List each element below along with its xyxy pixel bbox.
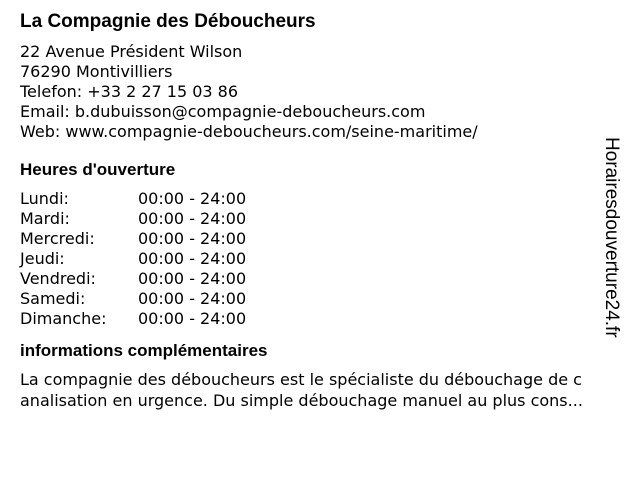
phone-number: Telefon: +33 2 27 15 03 86 (20, 82, 239, 101)
hours-row (20, 249, 246, 269)
time-range: 00:00 - 24:00 (138, 269, 247, 288)
time-range: 00:00 - 24:00 (138, 309, 247, 328)
day-label: Jeudi: (20, 249, 65, 268)
business-card (20, 10, 632, 411)
hours-row (20, 189, 246, 209)
day-label: Lundi: (20, 189, 69, 208)
info-text-line: analisation en urgence. Du simple débouchage manuel au plus cons... (20, 391, 583, 410)
day-label: Dimanche: (20, 309, 107, 328)
watermark-text: Horairesdouverture24.fr (601, 137, 622, 338)
hours-heading: Heures d'ouverture (20, 160, 176, 179)
contact-block (20, 42, 632, 142)
hours-row (20, 309, 246, 329)
time-range: 00:00 - 24:00 (138, 229, 247, 248)
hours-row (20, 269, 246, 289)
day-label: Vendredi: (20, 269, 96, 288)
info-description (20, 369, 632, 411)
info-heading: informations complémentaires (20, 341, 268, 360)
address-city: 76290 Montivilliers (20, 62, 173, 81)
day-label: Mercredi: (20, 229, 95, 248)
site-watermark (601, 137, 640, 347)
hours-row (20, 289, 246, 309)
day-label: Samedi: (20, 289, 86, 308)
hours-row (20, 229, 246, 249)
day-label: Mardi: (20, 209, 70, 228)
time-range: 00:00 - 24:00 (138, 249, 247, 268)
address-street: 22 Avenue Président Wilson (20, 42, 243, 61)
info-text-line: La compagnie des déboucheurs est le spécialiste du débouchage de c (20, 370, 582, 389)
hours-row (20, 209, 246, 229)
business-name: La Compagnie des Déboucheurs (20, 11, 316, 32)
email-address: Email: b.dubuisson@compagnie-deboucheurs.com (20, 102, 426, 121)
time-range: 00:00 - 24:00 (138, 189, 247, 208)
opening-hours-table (20, 189, 246, 329)
website-url: Web: www.compagnie-deboucheurs.com/seine-maritime/ (20, 122, 478, 141)
time-range: 00:00 - 24:00 (138, 289, 247, 308)
time-range: 00:00 - 24:00 (138, 209, 247, 228)
